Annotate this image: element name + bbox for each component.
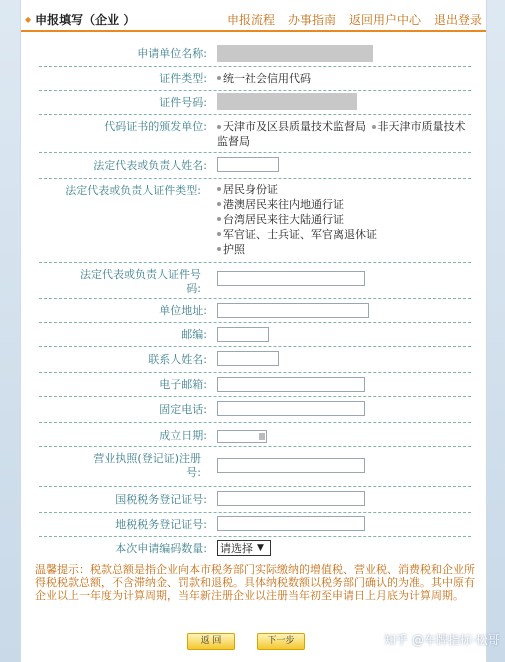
legal-id-type-option[interactable] [217, 212, 377, 227]
row-cert-no [39, 90, 471, 115]
row-national-tax [39, 486, 471, 513]
radio-icon[interactable] [217, 76, 221, 80]
local-tax-label: 地税税务登记证号: [115, 518, 207, 531]
legal-id-type-option-label: 居民身份证 [223, 183, 278, 196]
row-unit-name [39, 42, 471, 67]
row-quantity [39, 536, 471, 560]
national-tax-label: 国税税务登记证号: [115, 493, 207, 506]
national-tax-input[interactable] [217, 491, 365, 506]
row-local-tax [39, 512, 471, 537]
email-input[interactable] [217, 377, 365, 392]
legal-name-input[interactable] [217, 157, 279, 172]
local-tax-input[interactable] [217, 516, 365, 531]
page-header [21, 6, 486, 32]
legal-id-type-option[interactable] [217, 227, 377, 242]
zip-label: 邮编: [181, 328, 207, 341]
radio-icon[interactable] [217, 232, 221, 236]
legal-id-no-input[interactable] [217, 271, 365, 286]
nav-logout-link[interactable]: 退出登录 [433, 13, 482, 27]
unit-name-label: 申请单位名称: [137, 47, 207, 60]
contact-label: 联系人姓名: [148, 353, 207, 366]
chevron-down-icon: ▼ [257, 543, 264, 553]
radio-icon[interactable] [217, 125, 221, 129]
legal-id-type-option[interactable] [217, 182, 377, 197]
row-established [39, 422, 471, 447]
row-license [39, 446, 471, 487]
legal-id-type-label: 法定代表或负责人证件类型: [65, 184, 201, 197]
issuer-label: 代码证书的颁发单位: [104, 120, 207, 133]
zip-input[interactable] [217, 327, 269, 342]
nav-process-link[interactable]: 申报流程 [226, 13, 275, 27]
row-issuer [39, 114, 471, 153]
quantity-select[interactable] [217, 540, 271, 556]
unit-name-field[interactable] [217, 45, 373, 62]
nav-user-center-link[interactable]: 返回用户中心 [348, 13, 421, 27]
issuer-option-other-label: 非天津市质量技术监督局 [217, 120, 466, 148]
cert-no-label: 证件号码: [159, 96, 207, 109]
legal-id-type-options [217, 182, 377, 257]
row-cert-type [39, 66, 471, 91]
next-button[interactable]: 下一步 [257, 633, 305, 650]
row-legal-name [39, 152, 471, 179]
legal-id-type-option-label: 军官证、士兵证、军官离退休证 [223, 228, 377, 241]
row-email [39, 372, 471, 397]
calendar-icon[interactable] [259, 433, 265, 440]
row-address [39, 298, 471, 323]
page-title [25, 11, 135, 28]
nav-guide-link[interactable]: 办事指南 [287, 13, 336, 27]
form-panel [20, 0, 487, 662]
quantity-select-value: 请选择 [220, 542, 253, 555]
cert-type-label: 证件类型: [159, 72, 207, 85]
row-contact [39, 346, 471, 373]
issuer-option-tianjin-label: 天津市及区县质量技术监督局 [223, 120, 366, 133]
established-date-input[interactable] [217, 430, 267, 443]
license-label: 营业执照(登记证)注册号: [93, 452, 201, 479]
phone-label: 固定电话: [159, 403, 207, 416]
legal-id-type-option-label: 护照 [223, 243, 245, 256]
page-title-text: 申报填写（企业 ） [35, 13, 136, 27]
cert-type-option[interactable] [217, 71, 311, 86]
radio-icon[interactable] [217, 247, 221, 251]
issuer-options [217, 119, 471, 149]
address-input[interactable] [217, 303, 369, 318]
legal-id-type-option[interactable] [217, 197, 377, 212]
issuer-option-tianjin[interactable] [217, 120, 366, 133]
row-legal-id-type [39, 178, 471, 263]
email-label: 电子邮箱: [159, 378, 207, 391]
legal-id-type-option[interactable] [217, 242, 377, 257]
radio-icon[interactable] [217, 202, 221, 206]
top-nav [227, 11, 482, 28]
radio-icon[interactable] [217, 187, 221, 191]
row-legal-id-no [39, 262, 471, 299]
legal-id-type-option-label: 台湾居民来往大陆通行证 [223, 213, 344, 226]
established-label: 成立日期: [159, 429, 207, 442]
cert-no-field[interactable] [217, 93, 357, 110]
legal-id-no-label: 法定代表或负责人证件号码: [80, 268, 201, 295]
row-phone [39, 396, 471, 423]
contact-input[interactable] [217, 351, 279, 366]
legal-id-type-option-label: 港澳居民来往内地通行证 [223, 198, 344, 211]
row-zip [39, 322, 471, 347]
radio-icon[interactable] [217, 217, 221, 221]
phone-input[interactable] [217, 401, 365, 416]
back-button[interactable]: 返 回 [187, 633, 235, 650]
cert-type-value: 统一社会信用代码 [223, 72, 311, 85]
radio-icon[interactable] [372, 125, 376, 129]
quantity-label: 本次申请编码数量: [115, 542, 207, 555]
address-label: 单位地址: [159, 304, 207, 317]
legal-name-label: 法定代表或负责人姓名: [93, 159, 207, 172]
watermark-text: 知乎 @车牌指标·松哥 [384, 633, 500, 647]
diamond-icon: ◆ [25, 15, 32, 24]
page-background-left [0, 0, 20, 662]
page-background-right [486, 0, 505, 662]
notice-text: 温馨提示：税款总额是指企业向本市税务部门实际缴纳的增值税、营业税、消费税和企业所得税税款总额，不含滞纳金、罚款和退税。具体纳税数额以税务部门确认的为准。其中原有企业以上一年度为计算周期，当年新注册企业以注册当年初至申请日上月底为计算周期。 [35, 563, 475, 602]
license-input[interactable] [217, 458, 365, 473]
